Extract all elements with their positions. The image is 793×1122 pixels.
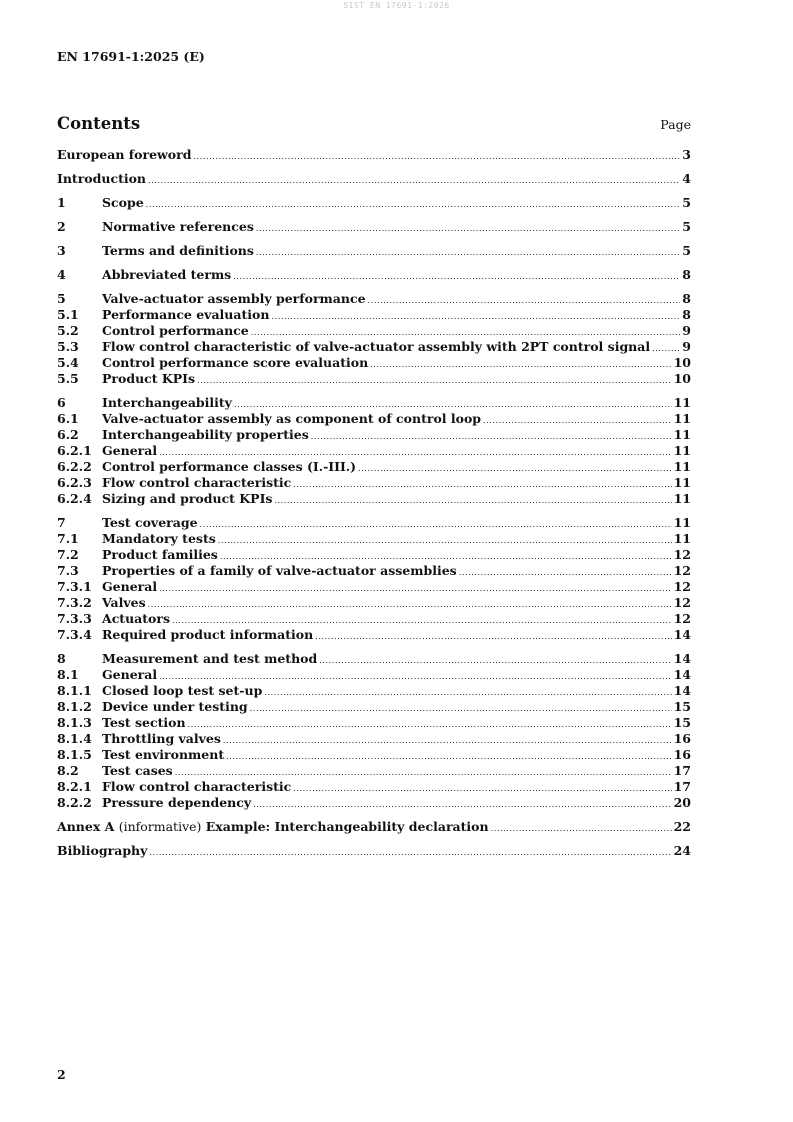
toc-entry-number: 7.3: [57, 563, 79, 578]
toc-entry-title: Bibliography: [57, 843, 148, 858]
toc-entry-title: Test environment: [102, 747, 225, 762]
toc-entry-title: General: [102, 579, 158, 594]
toc-entry-title: Flow control characteristic: [102, 779, 292, 794]
toc-entry-page: 11: [673, 443, 691, 458]
toc-entry-page: 16: [673, 747, 691, 762]
toc-entry-page: 11: [673, 531, 691, 546]
toc-entry-title: Product KPIs: [102, 371, 196, 386]
toc-entry-number: 6.2.1: [57, 443, 92, 458]
toc-entry-page: 11: [673, 427, 691, 442]
toc-entry[interactable]: [57, 667, 691, 683]
toc-entry-title: Valve-actuator assembly performance: [102, 291, 366, 306]
toc-entry-number: 6.1: [57, 411, 79, 426]
toc-entry-number: 3: [57, 243, 66, 258]
toc-dot-leader: [652, 344, 680, 353]
toc-entry-number: 4: [57, 267, 66, 282]
toc-entry-number: 8.2.2: [57, 795, 92, 810]
toc-dot-leader: [251, 328, 681, 337]
toc-entry-number: 5.4: [57, 355, 79, 370]
toc-dot-leader: [250, 704, 672, 713]
toc-entry-page: 11: [673, 395, 691, 410]
toc-dot-leader: [148, 600, 672, 609]
toc-entry-title: Actuators: [102, 611, 171, 626]
toc-entry-page: 11: [673, 411, 691, 426]
toc-entry[interactable]: [57, 411, 691, 427]
toc-entry-title: Measurement and test method: [102, 651, 318, 666]
toc-entry[interactable]: [57, 779, 691, 795]
toc-entry[interactable]: [57, 395, 691, 411]
toc-dot-leader: [193, 152, 680, 161]
toc-entry-number: 5.5: [57, 371, 79, 386]
watermark: SIST EN 17691-1:2026: [343, 1, 450, 10]
toc-entry-title: Abbreviated terms: [102, 267, 232, 282]
toc-entry-number: 5: [57, 291, 66, 306]
toc-entry[interactable]: [57, 267, 691, 283]
toc-entry-page: 14: [673, 683, 691, 698]
toc-entry-title: Sizing and product KPIs: [102, 491, 273, 506]
annex-title: Example: Interchangeability declaration: [205, 819, 489, 834]
toc-entry-title: Closed loop test set-up: [102, 683, 263, 698]
toc-entry-number: 7.3.4: [57, 627, 92, 642]
toc-entry[interactable]: [57, 683, 691, 699]
toc-entry-page: 8: [682, 291, 691, 306]
toc-dot-leader: [370, 360, 671, 369]
toc-entry-page: 22: [673, 819, 691, 834]
toc-entry-number: 7.2: [57, 547, 79, 562]
page-column-label: Page: [660, 117, 691, 132]
toc-entry-number: 8: [57, 651, 66, 666]
toc-entry[interactable]: [57, 579, 691, 595]
toc-entry-bibliography[interactable]: [57, 843, 691, 859]
toc-entry-page: 12: [673, 595, 691, 610]
toc-entry[interactable]: [57, 355, 691, 371]
toc-dot-leader: [271, 312, 680, 321]
toc-entry-number: 1: [57, 195, 66, 210]
toc-dot-leader: [233, 272, 680, 281]
toc-entry-number: 7.1: [57, 531, 79, 546]
toc-entry-title: Mandatory tests: [102, 531, 216, 546]
toc-dot-leader: [311, 432, 672, 441]
toc-entry-title: Test cases: [102, 763, 173, 778]
toc-entry-title: Interchangeability: [102, 395, 232, 410]
toc-entry-number: 5.2: [57, 323, 79, 338]
toc-dot-leader: [175, 768, 672, 777]
toc-dot-leader: [256, 224, 680, 233]
toc-dot-leader: [234, 400, 672, 409]
toc-entry-title: Control performance: [102, 323, 249, 338]
toc-entry[interactable]: [57, 611, 691, 627]
toc-dot-leader: [459, 568, 672, 577]
toc-entry-page: 14: [673, 627, 691, 642]
toc-entry[interactable]: [57, 563, 691, 579]
toc-entry-page: 11: [673, 515, 691, 530]
toc-entry-title: Normative references: [102, 219, 254, 234]
toc-entry-title: Flow control characteristic: [102, 475, 292, 490]
toc-entry-number: 7.3.1: [57, 579, 92, 594]
toc-entry[interactable]: [57, 219, 691, 235]
toc-entry-number: 7.3.2: [57, 595, 92, 610]
toc-entry-number: 8.1.4: [57, 731, 92, 746]
document-reference: EN 17691-1:2025 (E): [57, 49, 205, 64]
toc-entry-number: 8.2: [57, 763, 79, 778]
toc-entry-page: 5: [682, 219, 691, 234]
toc-dot-leader: [483, 416, 672, 425]
toc-entry-page: 8: [682, 267, 691, 282]
toc-dot-leader: [149, 848, 671, 857]
toc-entry[interactable]: [57, 699, 691, 715]
toc-dot-leader: [172, 616, 672, 625]
annex-qualifier: (informative): [118, 819, 202, 834]
toc-entry-annex[interactable]: [57, 819, 691, 835]
toc-entry-page: 17: [673, 779, 691, 794]
toc-dot-leader: [315, 632, 671, 641]
toc-entry-title: Test coverage: [102, 515, 198, 530]
toc-dot-leader: [319, 656, 671, 665]
annex-prefix: Annex A: [57, 819, 115, 834]
toc-entry-title: Valve-actuator assembly as component of control loop: [102, 411, 482, 426]
toc-entry-page: 12: [673, 611, 691, 626]
toc-entry-title: [57, 819, 489, 834]
toc-dot-leader: [220, 552, 672, 561]
toc-dot-leader: [148, 176, 680, 185]
toc-entry[interactable]: [57, 171, 691, 187]
toc-entry-title: General: [102, 667, 158, 682]
toc-entry-number: 6.2.3: [57, 475, 92, 490]
toc-dot-leader: [358, 464, 672, 473]
toc-entry-page: 14: [673, 651, 691, 666]
toc-entry[interactable]: [57, 371, 691, 387]
toc-entry-number: 6.2: [57, 427, 79, 442]
toc-entry[interactable]: [57, 147, 691, 163]
toc-entry-title: Pressure dependency: [102, 795, 252, 810]
toc-entry[interactable]: [57, 491, 691, 507]
toc-entry-title: Interchangeability properties: [102, 427, 309, 442]
toc-entry[interactable]: [57, 747, 691, 763]
toc-entry-number: 2: [57, 219, 66, 234]
toc-entry-page: 5: [682, 195, 691, 210]
toc-entry-number: 5.1: [57, 307, 79, 322]
toc-entry-page: 20: [673, 795, 691, 810]
toc-entry[interactable]: [57, 731, 691, 747]
toc-entry-page: 10: [673, 371, 691, 386]
toc-entry[interactable]: [57, 515, 691, 531]
toc-entry[interactable]: [57, 651, 691, 667]
toc-entry-page: 11: [673, 491, 691, 506]
toc-entry[interactable]: [57, 459, 691, 475]
toc-entry-number: 8.1.1: [57, 683, 92, 698]
page-number: 2: [57, 1067, 66, 1082]
toc-entry-page: 11: [673, 459, 691, 474]
toc-entry-page: 12: [673, 579, 691, 594]
toc-entry[interactable]: [57, 531, 691, 547]
toc-entry-title: Terms and definitions: [102, 243, 254, 258]
toc-entry-number: 8.1: [57, 667, 79, 682]
toc-entry[interactable]: [57, 627, 691, 643]
toc-dot-leader: [223, 736, 672, 745]
toc-dot-leader: [146, 200, 681, 209]
toc-entry-title: Product families: [102, 547, 218, 562]
toc-entry-title: General: [102, 443, 158, 458]
toc-entry-title: Test section: [102, 715, 186, 730]
toc-entry[interactable]: [57, 195, 691, 211]
toc-entry-number: 6.2.2: [57, 459, 92, 474]
toc-dot-leader: [491, 824, 672, 833]
toc-dot-leader: [188, 720, 672, 729]
toc-dot-leader: [218, 536, 672, 545]
toc-entry-number: 7.3.3: [57, 611, 92, 626]
toc-entry-number: 5.3: [57, 339, 79, 354]
toc-dot-leader: [197, 376, 672, 385]
toc-entry[interactable]: [57, 475, 691, 491]
toc-entry-page: 8: [682, 307, 691, 322]
toc-entry-number: 6.2.4: [57, 491, 92, 506]
toc-entry-title: Control performance classes (I.-III.): [102, 459, 357, 474]
toc-entry-page: 24: [673, 843, 691, 858]
toc-dot-leader: [253, 800, 671, 809]
toc-entry[interactable]: [57, 595, 691, 611]
toc-entry-page: 16: [673, 731, 691, 746]
toc-entry-title: Introduction: [57, 171, 147, 186]
toc-dot-leader: [293, 784, 671, 793]
toc-entry-title: Throttling valves: [102, 731, 221, 746]
toc-entry[interactable]: [57, 323, 691, 339]
toc-entry-title: Flow control characteristic of valve-actuator assembly with 2PT control signal: [102, 339, 651, 354]
toc-entry[interactable]: [57, 291, 691, 307]
toc-entry-page: 14: [673, 667, 691, 682]
toc-dot-leader: [264, 688, 671, 697]
toc-entry-title: Required product information: [102, 627, 314, 642]
toc-entry-page: 15: [673, 699, 691, 714]
toc-dot-leader: [256, 248, 680, 257]
toc-entry-page: 12: [673, 547, 691, 562]
toc-entry-page: 10: [673, 355, 691, 370]
toc-entry-page: 11: [673, 475, 691, 490]
toc-dot-leader: [274, 496, 671, 505]
contents-heading: Contents: [57, 114, 141, 133]
toc-dot-leader: [159, 672, 671, 681]
toc-dot-leader: [159, 448, 671, 457]
toc-entry[interactable]: [57, 547, 691, 563]
toc-dot-leader: [200, 520, 672, 529]
toc-entry-page: 15: [673, 715, 691, 730]
toc-entry-number: 8.1.2: [57, 699, 92, 714]
toc-entry[interactable]: [57, 763, 691, 779]
toc-entry-page: 3: [682, 147, 691, 162]
toc-entry-title: Performance evaluation: [102, 307, 270, 322]
toc-entry[interactable]: [57, 427, 691, 443]
toc-entry[interactable]: [57, 339, 691, 355]
toc-entry[interactable]: [57, 443, 691, 459]
toc-dot-leader: [368, 296, 681, 305]
toc-entry-page: 4: [682, 171, 691, 186]
toc-entry-title: Device under testing: [102, 699, 248, 714]
toc-entry-page: 12: [673, 563, 691, 578]
toc-entry-number: 7: [57, 515, 66, 530]
toc-entry-number: 6: [57, 395, 66, 410]
toc-entry[interactable]: [57, 307, 691, 323]
toc-entry[interactable]: [57, 795, 691, 811]
toc-dot-leader: [226, 752, 672, 761]
toc-entry-page: 5: [682, 243, 691, 258]
toc-entry-title: Properties of a family of valve-actuator assemblies: [102, 563, 457, 578]
toc-entry-number: 8.1.3: [57, 715, 92, 730]
toc-entry-number: 8.2.1: [57, 779, 92, 794]
toc-entry-title: Control performance score evaluation: [102, 355, 369, 370]
toc-entry-page: 9: [682, 323, 691, 338]
toc-entry-title: Valves: [102, 595, 146, 610]
toc-dot-leader: [159, 584, 671, 593]
toc-entry-title: European foreword: [57, 147, 192, 162]
toc-entry-title: Scope: [102, 195, 144, 210]
toc-entry-page: 9: [682, 339, 691, 354]
toc-entry[interactable]: [57, 715, 691, 731]
table-of-contents: [57, 147, 691, 859]
toc-dot-leader: [293, 480, 671, 489]
toc-entry[interactable]: [57, 243, 691, 259]
toc-entry-page: 17: [673, 763, 691, 778]
toc-entry-number: 8.1.5: [57, 747, 92, 762]
